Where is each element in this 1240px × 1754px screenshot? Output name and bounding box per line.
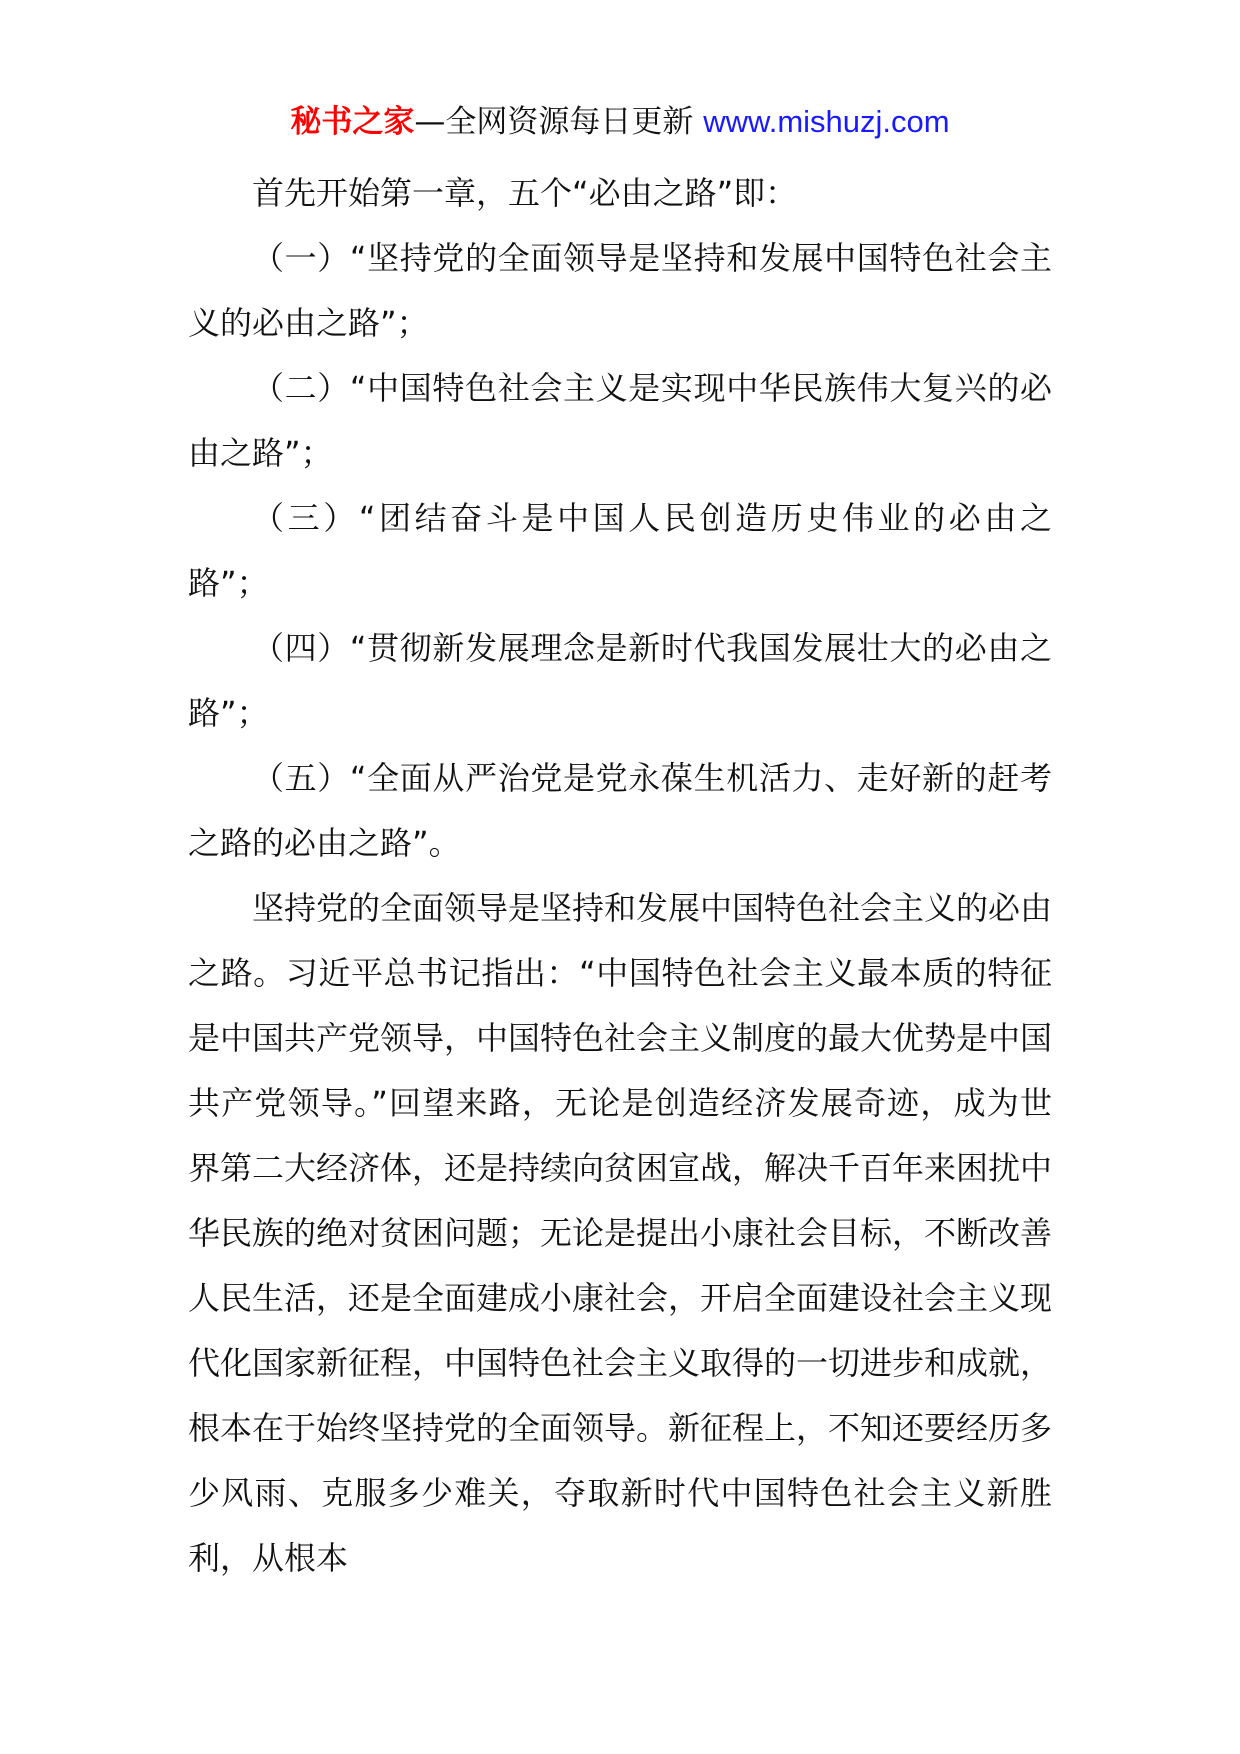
- paragraph-item-4: （四）“贯彻新发展理念是新时代我国发展壮大的必由之路”；: [188, 629, 1052, 732]
- paragraph-main: 坚持党的全面领导是坚持和发展中国特色社会主义的必由之路。习近平总书记指出：“中国特色社会主义最本质的特征是中国共产党领导，中国特色社会主义制度的最大优势是中国共产党领导。”回望来路，无论是创造经济发展奇迹，成为世界第二大经济体，还是持续向贫困宣战，解决千百年来困扰中华民族的绝对贫困问题；无论是提出小康社会目标，不断改善人民生活，还是全面建成小康社会，开启全面建设社会主义现代化国家新征程，中国特色社会主义取得的一切进步和成就，根本在于始终坚持党的全面领导。新征程上，不知还要经历多少风雨、克服多少难关，夺取新时代中国特色社会主义新胜利，从根本: [188, 889, 1053, 1577]
- paragraph-item-3: （三）“团结奋斗是中国人民创造历史伟业的必由之路”；: [188, 499, 1052, 602]
- paragraph-item-5: （五）“全面从严治党是党永葆生机活力、走好新的赶考之路的必由之路”。: [188, 759, 1052, 862]
- document-body: [188, 161, 1052, 1591]
- brand-name: 秘书之家: [290, 104, 415, 140]
- page-header: [0, 100, 1240, 144]
- header-slogan: —全网资源每日更新: [414, 104, 704, 140]
- paragraph-intro: 首先开始第一章，五个“必由之路”即：: [252, 174, 798, 212]
- paragraph-item-1: （一）“坚持党的全面领导是坚持和发展中国特色社会主义的必由之路”；: [188, 239, 1052, 342]
- header-url-link[interactable]: www.mishuzj.com: [703, 104, 950, 139]
- paragraph-item-2: （二）“中国特色社会主义是实现中华民族伟大复兴的必由之路”；: [188, 369, 1052, 472]
